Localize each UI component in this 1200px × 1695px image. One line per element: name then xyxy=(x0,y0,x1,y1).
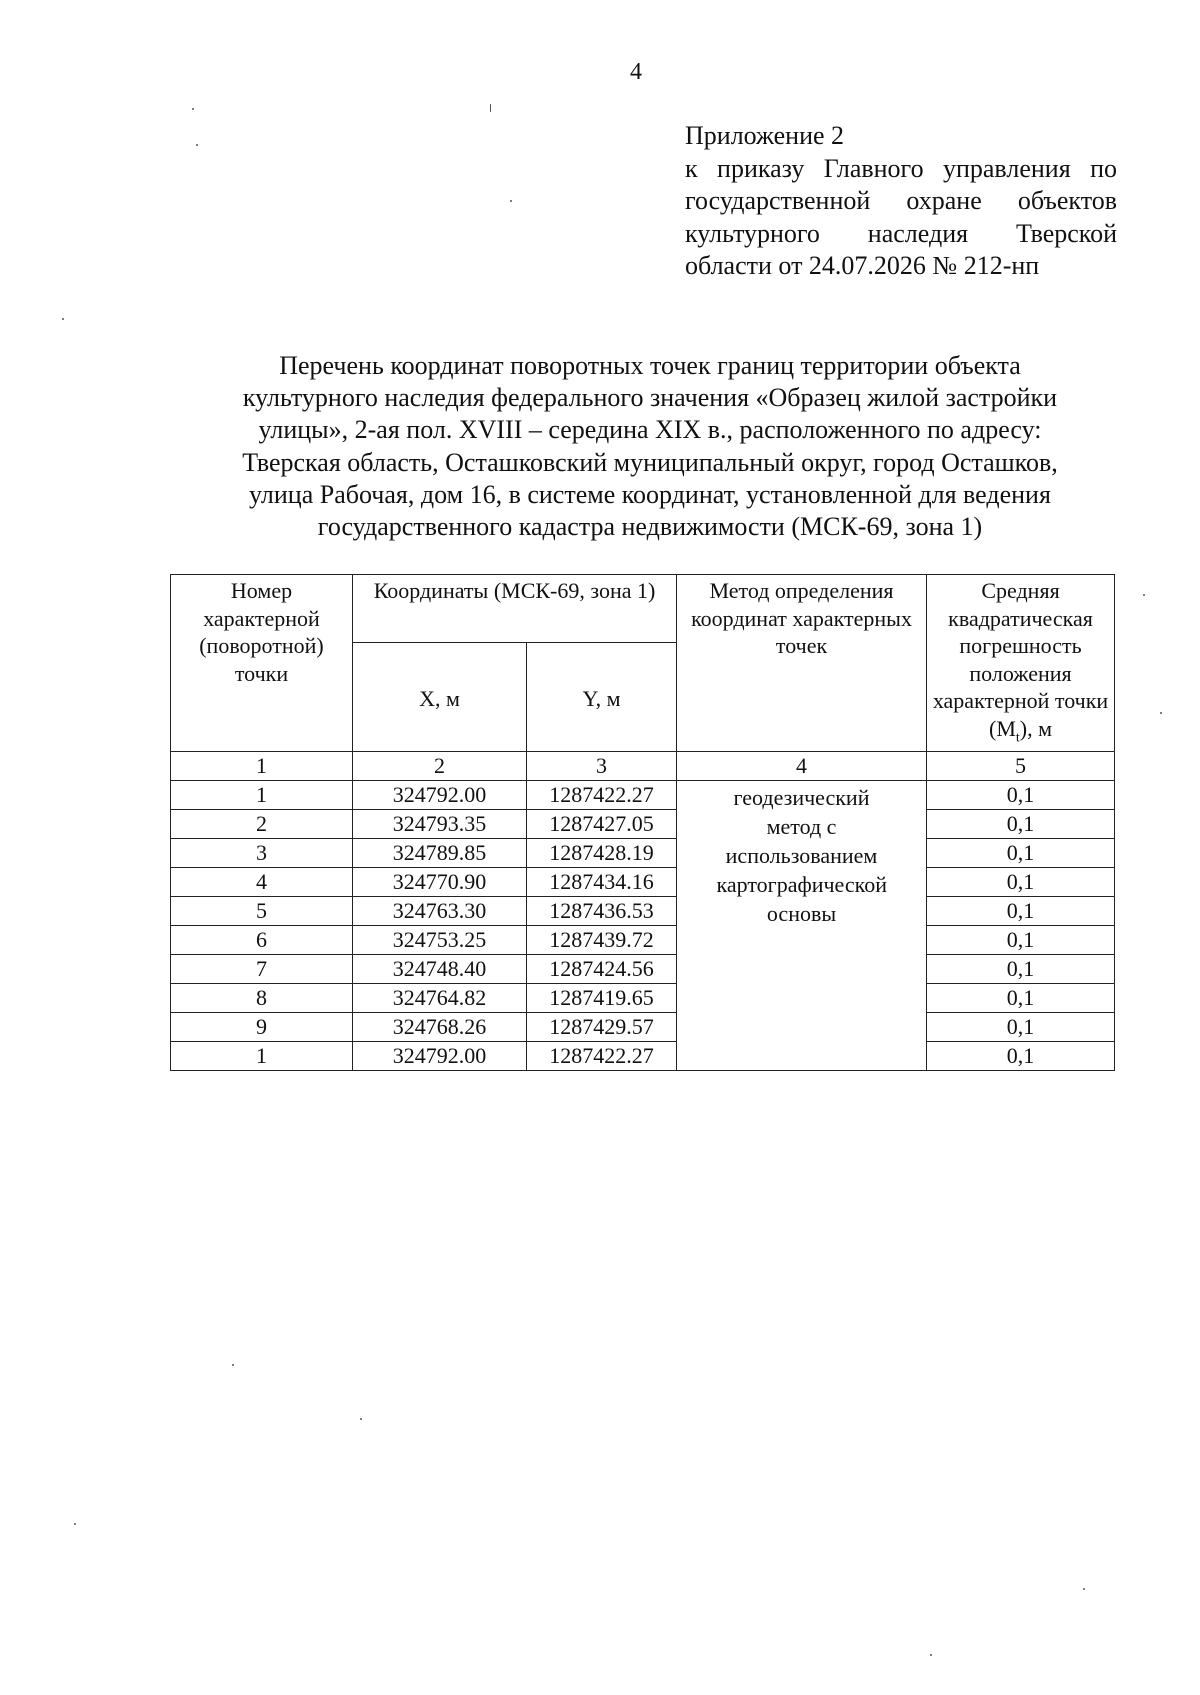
scan-speck xyxy=(196,144,198,146)
annex-heading: Приложение 2 xyxy=(685,121,845,150)
column-number: 3 xyxy=(527,752,677,781)
header-point-number: Номер характерной (поворотной) точки xyxy=(171,575,353,752)
accuracy-value: 0,1 xyxy=(927,838,1115,867)
scan-speck xyxy=(74,1523,76,1525)
x-coordinate: 324764.82 xyxy=(353,983,527,1012)
annex-line: к приказу Главного управления по xyxy=(685,153,1117,183)
title-line: Перечень координат поворотных точек границ территории объекта xyxy=(279,351,1021,380)
accuracy-value: 0,1 xyxy=(927,983,1115,1012)
annex-line: области от 24.07.2026 № 212-нп xyxy=(685,251,1040,280)
x-coordinate: 324753.25 xyxy=(353,925,527,954)
table-row xyxy=(171,867,1115,896)
accuracy-value: 0,1 xyxy=(927,780,1115,809)
accuracy-value: 0,1 xyxy=(927,809,1115,838)
x-coordinate: 324748.40 xyxy=(353,954,527,983)
point-number: 1 xyxy=(171,1041,353,1070)
table-row xyxy=(171,954,1115,983)
table-row xyxy=(171,1041,1115,1070)
scan-speck xyxy=(360,1418,362,1420)
table-row xyxy=(171,780,1115,809)
header-y: Y, м xyxy=(527,643,677,752)
table-row xyxy=(171,838,1115,867)
header-method: Метод определения координат характерных точек xyxy=(677,575,927,752)
header-accuracy xyxy=(927,575,1115,752)
y-coordinate: 1287428.19 xyxy=(527,838,677,867)
point-number: 5 xyxy=(171,896,353,925)
point-number: 8 xyxy=(171,983,353,1012)
x-coordinate: 324792.00 xyxy=(353,780,527,809)
header-accuracy-subscript: t xyxy=(1015,729,1020,745)
method-text: геодезический метод с использованием картографической основы xyxy=(716,784,887,926)
y-coordinate: 1287424.56 xyxy=(527,954,677,983)
header-coordinates: Координаты (МСК-69, зона 1) xyxy=(353,575,677,643)
point-number: 4 xyxy=(171,867,353,896)
x-coordinate: 324789.85 xyxy=(353,838,527,867)
column-number: 5 xyxy=(927,752,1115,781)
document-title xyxy=(190,350,1110,543)
x-coordinate: 324763.30 xyxy=(353,896,527,925)
title-line: улицы», 2-ая пол. XVIII – середина XIX в., расположенного по адресу: xyxy=(258,415,1042,445)
header-accuracy-text: Средняя квадратическая погрешность положения характерной точки (M xyxy=(932,578,1109,741)
title-line: улица Рабочая, дом 16, в системе координат, установленной для ведения xyxy=(249,479,1051,509)
header-accuracy-tail: ), м xyxy=(1019,715,1053,741)
x-coordinate: 324770.90 xyxy=(353,867,527,896)
table-row xyxy=(171,983,1115,1012)
table-row xyxy=(171,1012,1115,1041)
accuracy-value: 0,1 xyxy=(927,925,1115,954)
scan-speck xyxy=(62,318,64,320)
point-number: 3 xyxy=(171,838,353,867)
point-number: 2 xyxy=(171,809,353,838)
table-row xyxy=(171,809,1115,838)
annex-line: культурного наследия Тверской xyxy=(685,218,1117,248)
accuracy-value: 0,1 xyxy=(927,896,1115,925)
y-coordinate: 1287419.65 xyxy=(527,983,677,1012)
coordinates-table xyxy=(170,574,1115,1071)
accuracy-value: 0,1 xyxy=(927,1041,1115,1070)
y-coordinate: 1287422.27 xyxy=(527,1041,677,1070)
scan-speck xyxy=(232,1364,234,1366)
title-line: Тверская область, Осташковский муниципальный округ, город Осташков, xyxy=(242,447,1058,477)
column-number: 4 xyxy=(677,752,927,781)
title-line: государственного кадастра недвижимости (МСК-69, зона 1) xyxy=(317,512,983,542)
table-row xyxy=(171,896,1115,925)
table-row xyxy=(171,925,1115,954)
scan-speck xyxy=(1143,594,1145,596)
annex-line: государственной охране объектов xyxy=(685,186,1117,215)
scan-speck xyxy=(510,200,512,202)
scan-speck xyxy=(192,108,194,110)
point-number: 1 xyxy=(171,780,353,809)
x-coordinate: 324768.26 xyxy=(353,1012,527,1041)
scan-speck xyxy=(1083,1588,1085,1590)
accuracy-value: 0,1 xyxy=(927,1012,1115,1041)
y-coordinate: 1287427.05 xyxy=(527,809,677,838)
title-line: культурного наследия федерального значения «Образец жилой застройки xyxy=(242,383,1058,413)
point-number: 9 xyxy=(171,1012,353,1041)
y-coordinate: 1287434.16 xyxy=(527,867,677,896)
accuracy-value: 0,1 xyxy=(927,954,1115,983)
scan-speck xyxy=(930,1654,932,1656)
scan-speck xyxy=(1160,712,1162,714)
y-coordinate: 1287439.72 xyxy=(527,925,677,954)
y-coordinate: 1287436.53 xyxy=(527,896,677,925)
header-x: X, м xyxy=(353,643,527,752)
point-number: 6 xyxy=(171,925,353,954)
method-cell xyxy=(677,780,927,1070)
annex-block xyxy=(685,120,1117,283)
scan-speck xyxy=(490,104,491,112)
x-coordinate: 324793.35 xyxy=(353,809,527,838)
point-number: 7 xyxy=(171,954,353,983)
page-number: 4 xyxy=(630,59,642,85)
x-coordinate: 324792.00 xyxy=(353,1041,527,1070)
accuracy-value: 0,1 xyxy=(927,867,1115,896)
column-number: 1 xyxy=(171,752,353,781)
y-coordinate: 1287429.57 xyxy=(527,1012,677,1041)
y-coordinate: 1287422.27 xyxy=(527,780,677,809)
column-number: 2 xyxy=(353,752,527,781)
